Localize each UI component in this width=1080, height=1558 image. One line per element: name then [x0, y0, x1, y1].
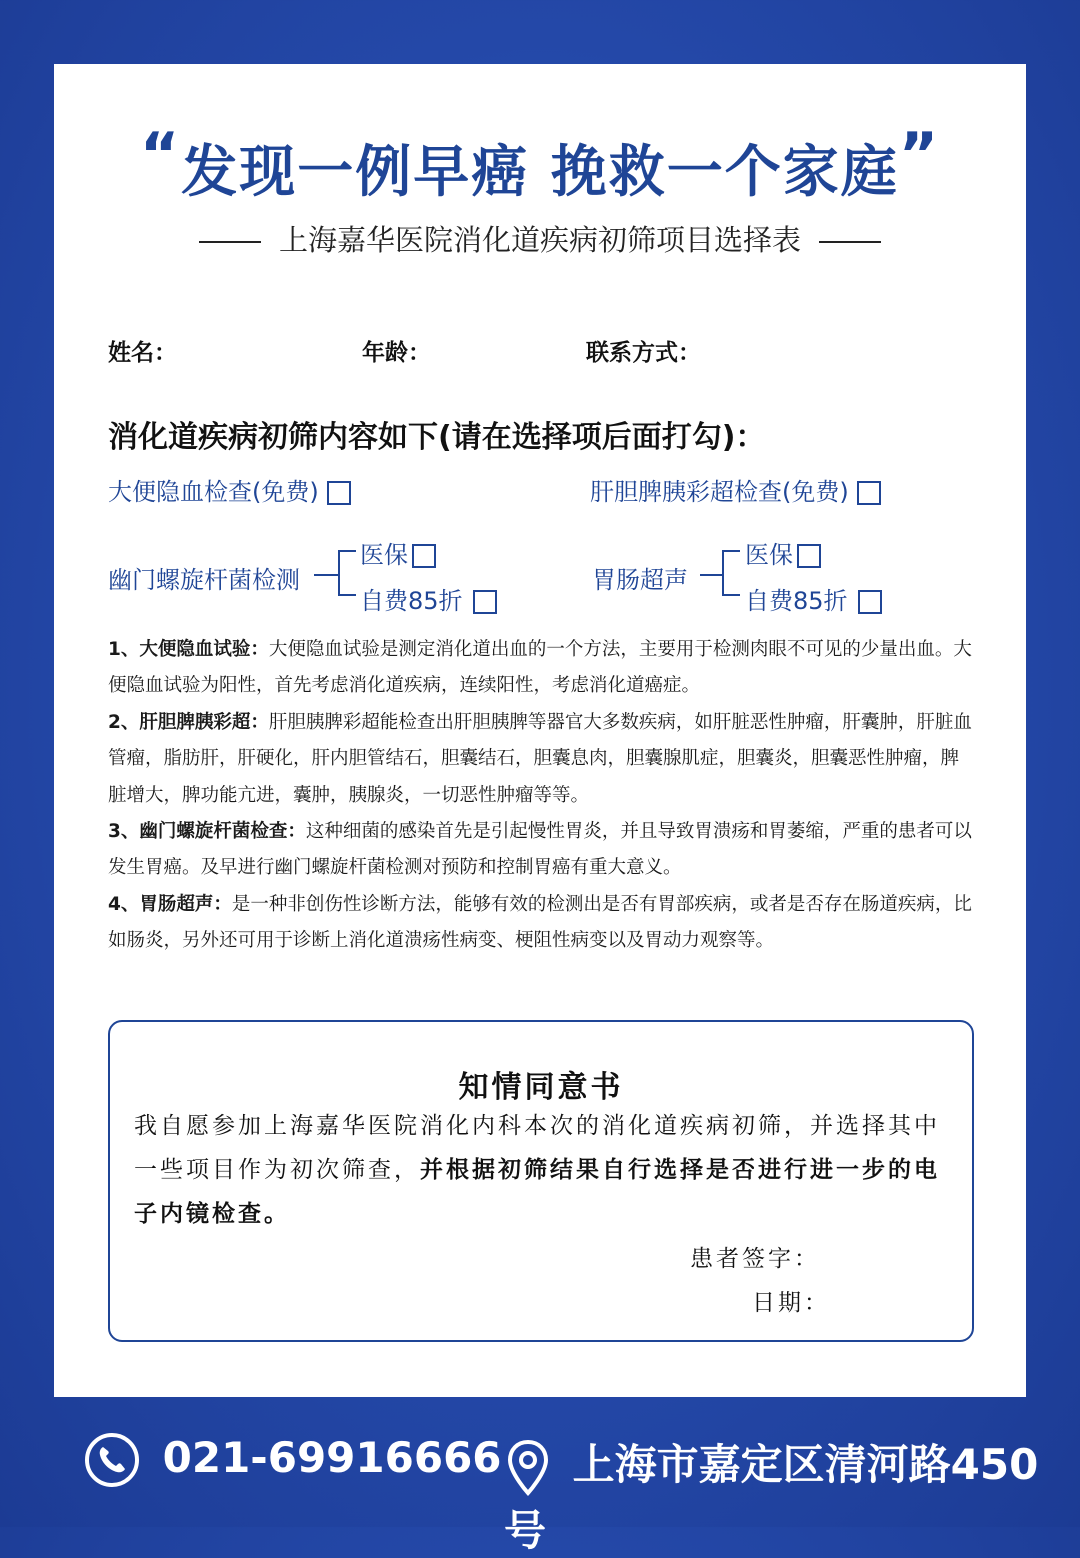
gi-self-pay-label: 自费85折 [745, 587, 848, 615]
slogan-text: 发现一例早癌 挽救一个家庭 [181, 140, 899, 205]
phone-number: 021-69916666 [162, 1432, 502, 1482]
footer-phone [84, 1432, 502, 1502]
consent-title: 知情同意书 [458, 1070, 624, 1105]
hp-connector [314, 574, 338, 576]
consent-body-bold: 并根据初筛结果自行选择是否进行进一步的电子内镜检查。 [134, 1157, 940, 1227]
description-title: 4、胃肠超声： [108, 893, 232, 915]
hp-self-pay-label: 自费85折 [360, 587, 463, 615]
option-stool-test-label: 大便隐血检查(免费) [108, 478, 319, 506]
gi-insurance-option [745, 535, 821, 570]
slogan-title [0, 120, 1080, 208]
description-title: 2、肝胆脾胰彩超： [108, 711, 269, 733]
subtitle-dash-left [199, 241, 261, 243]
subtitle-dash-right [819, 241, 881, 243]
section-title: 消化道疾病初筛内容如下(请在选择项后面打勾)： [108, 420, 766, 455]
name-field-label[interactable]: 姓名： [108, 340, 177, 366]
description-text: 这种细菌的感染首先是引起慢性胃炎，并且导致胃溃疡和胃萎缩，严重的患者可以发生胃癌。及早进行幽门螺旋杆菌检测对预防和控制胃癌有重大意义。 [108, 821, 972, 879]
consent-body-text: 我自愿参加上海嘉华医院消化内科本次的消化道疾病初筛，并选择其中一些项目作为初次筛查， [134, 1113, 940, 1183]
phone-icon [84, 1433, 155, 1482]
option-ultrasound [590, 472, 881, 507]
consent-body [134, 1104, 954, 1236]
hp-bracket [338, 550, 356, 596]
description-text: 大便隐血试验是测定消化道出血的一个方法，主要用于检测肉眼不可见的少量出血。大便隐血试验为阳性，首先考虑消化道疾病，连续阳性，考虑消化道癌症。 [108, 639, 972, 697]
gi-self-pay-option [745, 581, 882, 616]
description-list [108, 632, 972, 960]
signature-label[interactable]: 患者签字： [690, 1246, 820, 1272]
option-gi-ultrasound-label: 胃肠超声 [592, 566, 688, 594]
hp-insurance-label: 医保 [360, 541, 408, 569]
location-pin-icon [504, 1440, 567, 1489]
age-field-label[interactable]: 年龄： [362, 340, 431, 366]
option-ultrasound-label: 肝胆脾胰彩超检查(免费) [590, 478, 849, 506]
gi-connector [700, 574, 722, 576]
quote-open: “ [139, 120, 182, 190]
ultrasound-checkbox[interactable] [857, 481, 881, 505]
description-text: 肝胆胰脾彩超能检查出肝胆胰脾等器官大多数疾病，如肝脏恶性肿瘤，肝囊肿，肝脏血管瘤，脂肪肝，肝硬化，肝内胆管结石，胆囊结石，胆囊息肉，胆囊腺肌症，胆囊炎，胆囊恶性肿瘤，脾脏增大，脾功能亢进，囊肿，胰腺炎，一切恶性肿瘤等等。 [108, 711, 972, 806]
quote-close: ” [898, 120, 941, 190]
gi-insurance-checkbox[interactable] [797, 544, 821, 568]
gi-insurance-label: 医保 [745, 541, 793, 569]
hp-self-pay-option [360, 581, 497, 616]
hp-insurance-option [360, 535, 436, 570]
hp-insurance-checkbox[interactable] [412, 544, 436, 568]
hp-self-pay-checkbox[interactable] [473, 590, 497, 614]
contact-field-label[interactable]: 联系方式： [586, 340, 701, 366]
gi-self-pay-checkbox[interactable] [858, 590, 882, 614]
subtitle-text: 上海嘉华医院消化道疾病初筛项目选择表 [278, 223, 801, 257]
option-stool-test [108, 472, 351, 507]
consent-box [108, 1020, 974, 1342]
footer-address [504, 1432, 1080, 1555]
description-title: 1、大便隐血试验： [108, 639, 269, 660]
date-label[interactable]: 日期： [752, 1290, 830, 1316]
description-item [108, 705, 972, 814]
description-item [108, 632, 972, 705]
description-item [108, 887, 972, 960]
stool-test-checkbox[interactable] [327, 481, 351, 505]
description-title: 3、幽门螺旋杆菌检查： [108, 821, 306, 843]
gi-bracket [722, 550, 740, 596]
address-text: 上海市嘉定区清河路450号 [504, 1440, 1039, 1555]
description-item [108, 814, 972, 887]
description-text: 是一种非创伤性诊断方法，能够有效的检测出是否有胃部疾病，或者是否存在肠道疾病，比如肠炎，另外还可用于诊断上消化道溃疡性病变、梗阻性病变以及胃动力观察等。 [108, 893, 972, 952]
option-hp-test-label: 幽门螺旋杆菌检测 [108, 566, 300, 594]
form-subtitle [0, 218, 1080, 259]
